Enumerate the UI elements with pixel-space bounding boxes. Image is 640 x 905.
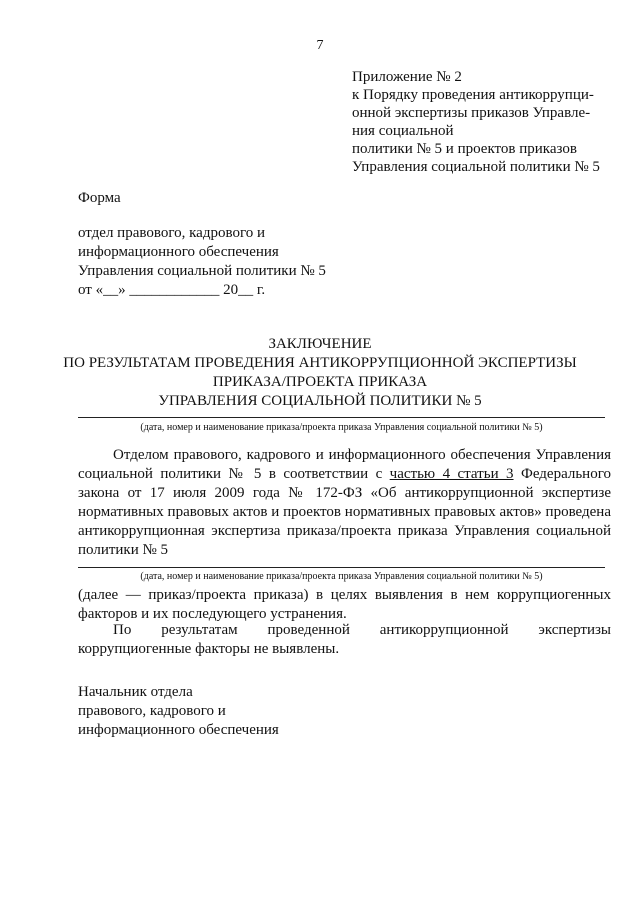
paragraph-text: Отделом правового, кадрового и информационного обеспечения Управления социальной политики № 5 в соответствии с [78, 447, 611, 482]
paragraph-purpose: (далее — приказ/проекта приказа) в целях выявления в нем коррупциогенных факторов и их последующего устранения. [78, 587, 611, 622]
title-line: УПРАВЛЕНИЯ СОЦИАЛЬНОЙ ПОЛИТИКИ № 5 [158, 393, 482, 409]
signature-line: правового, кадрового и [78, 703, 226, 719]
date-line: от «__» ____________ 20__ г. [78, 282, 266, 298]
appendix-line: к Порядку проведения антикоррупци- [352, 87, 594, 103]
appendix-line: онной экспертизы приказов Управле- [352, 105, 591, 121]
paragraph-text: Федерального закона от 17 июля 2009 года № 172-ФЗ «Об антикоррупционной экспертизе нормативных правовых актов и проектов нормативных правовых актов» проведена антикоррупционная экспертиза приказа/проекта приказа Управления социальной политики № 5 [78, 466, 611, 558]
department-line: Управления социальной политики № 5 [78, 263, 326, 279]
page-number: 7 [316, 38, 324, 53]
form-label: Форма [78, 190, 121, 206]
signature-line: Начальник отдела [78, 684, 193, 700]
field-caption: (дата, номер и наименование приказа/проекта приказа Управления социальной политики № 5) [140, 422, 543, 433]
department-block [78, 224, 378, 300]
law-reference-link[interactable]: частью 4 статьи 3 [389, 466, 514, 482]
department-line: отдел правового, кадрового и [78, 225, 265, 241]
appendix-line: ния социальной [352, 123, 454, 139]
appendix-line: Управления социальной политики № 5 [352, 159, 600, 175]
appendix-line: политики № 5 и проектов приказов [352, 141, 577, 157]
blank-fill-line [78, 567, 605, 568]
document-title [60, 335, 580, 411]
signature-block [78, 683, 279, 740]
field-caption: (дата, номер и наименование приказа/проекта приказа Управления социальной политики № 5) [140, 571, 543, 582]
appendix-reference-block [352, 68, 612, 176]
department-line: информационного обеспечения [78, 244, 279, 260]
signature-line: информационного обеспечения [78, 722, 279, 738]
appendix-line: Приложение № 2 [352, 69, 462, 85]
title-line: ПО РЕЗУЛЬТАТАМ ПРОВЕДЕНИЯ АНТИКОРРУПЦИОННОЙ ЭКСПЕРТИЗЫ [63, 355, 577, 371]
paragraph-result: По результатам проведенной антикоррупционной экспертизы коррупциогенные факторы не выявлены. [78, 622, 611, 657]
blank-fill-line [78, 417, 605, 418]
title-line: ПРИКАЗА/ПРОЕКТА ПРИКАЗА [212, 374, 428, 390]
title-line: ЗАКЛЮЧЕНИЕ [268, 336, 372, 352]
paragraph-expertise [78, 446, 611, 560]
